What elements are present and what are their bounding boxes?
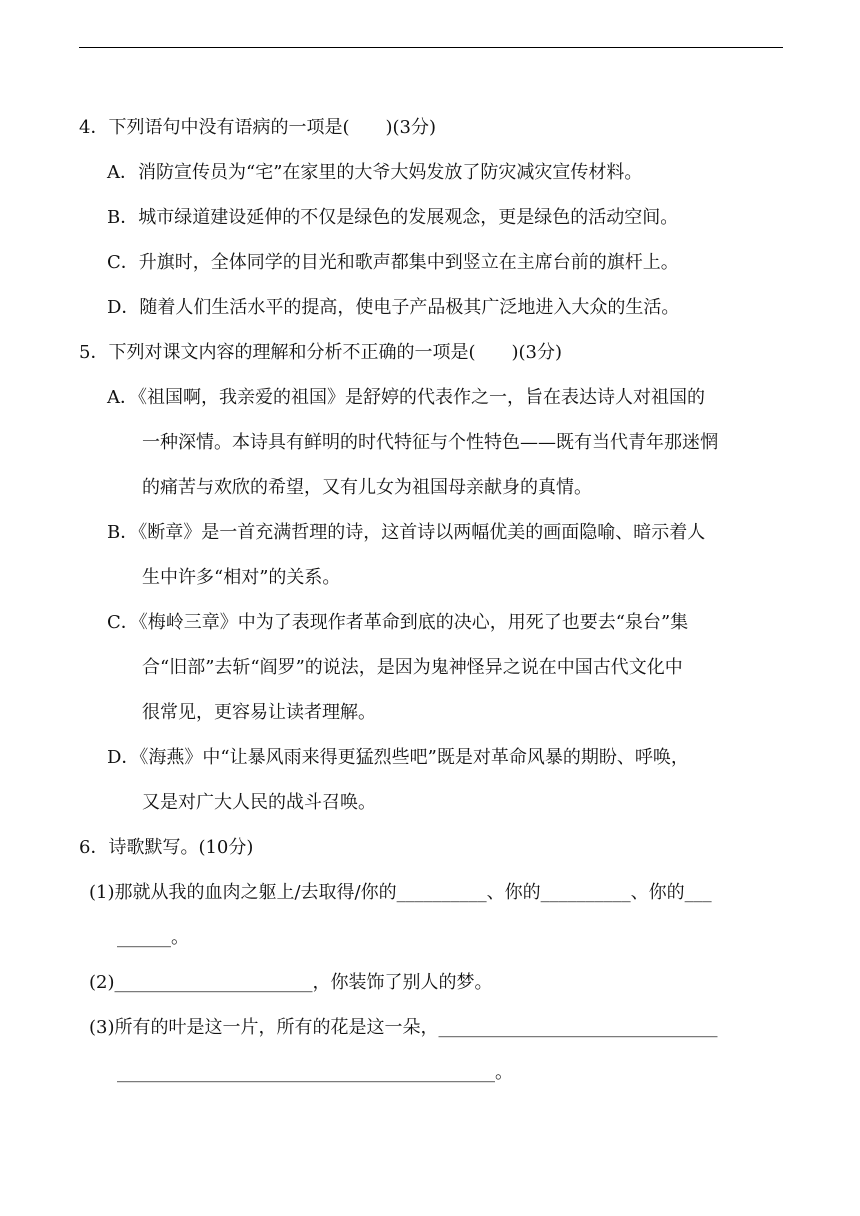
question-6-item-1-line-1: (1)那就从我的血肉之躯上/去取得/你的__________、你的__________、你的___	[89, 882, 712, 903]
question-4-option-c: C．升旗时，全体同学的目光和歌声都集中到竖立在主席台前的旗杆上。	[107, 252, 679, 273]
question-4-option-d: D．随着人们生活水平的提高，使电子产品极其广泛地进入大众的生活。	[107, 297, 680, 318]
question-5-option-a-line-2: 一种深情。本诗具有鲜明的时代特征与个性特色——既有当代青年那迷惘	[142, 432, 718, 453]
question-6-item-2: (2)______________________，你装饰了别人的梦。	[89, 972, 493, 993]
question-6-item-3-line-1: (3)所有的叶是这一片，所有的花是这一朵，_______________________________	[89, 1017, 718, 1038]
question-5-option-c-line-2: 合“旧部”去斩“阎罗”的说法，是因为鬼神怪异之说在中国古代文化中	[142, 657, 683, 678]
question-6-item-1-line-2: ______。	[117, 927, 189, 948]
question-5-option-c-line-3: 很常见，更容易让读者理解。	[142, 702, 376, 723]
question-5-stem: 5．下列对课文内容的理解和分析不正确的一项是( )(3分)	[79, 342, 562, 363]
header-rule	[79, 47, 783, 48]
question-5-option-a-line-3: 的痛苦与欢欣的希望，又有儿女为祖国母亲献身的真情。	[142, 477, 592, 498]
question-4-option-b: B．城市绿道建设延伸的不仅是绿色的发展观念，更是绿色的活动空间。	[107, 207, 679, 228]
question-6-stem: 6．诗歌默写。(10分)	[79, 837, 254, 858]
question-6-item-3-line-2: __________________________________________。	[117, 1062, 513, 1083]
question-5-option-a-line-1: A．《祖国啊，我亲爱的祖国》是舒婷的代表作之一，旨在表达诗人对祖国的	[107, 387, 705, 408]
question-4-stem: 4．下列语句中没有语病的一项是( )(3分)	[79, 117, 436, 138]
question-5-option-d-line-1: D．《海燕》中“让暴风雨来得更猛烈些吧”既是对革命风暴的期盼、呼唤，	[107, 747, 689, 768]
question-5-option-d-line-2: 又是对广大人民的战斗召唤。	[142, 792, 376, 813]
question-5-option-c-line-1: C．《梅岭三章》中为了表现作者革命到底的决心，用死了也要去“泉台”集	[107, 612, 689, 633]
question-5-option-b-line-1: B．《断章》是一首充满哲理的诗，这首诗以两幅优美的画面隐喻、暗示着人	[107, 522, 706, 543]
question-4-option-a: A．消防宣传员为“宅”在家里的大爷大妈发放了防灾减灾宣传材料。	[107, 162, 643, 183]
question-5-option-b-line-2: 生中许多“相对”的关系。	[142, 567, 341, 588]
